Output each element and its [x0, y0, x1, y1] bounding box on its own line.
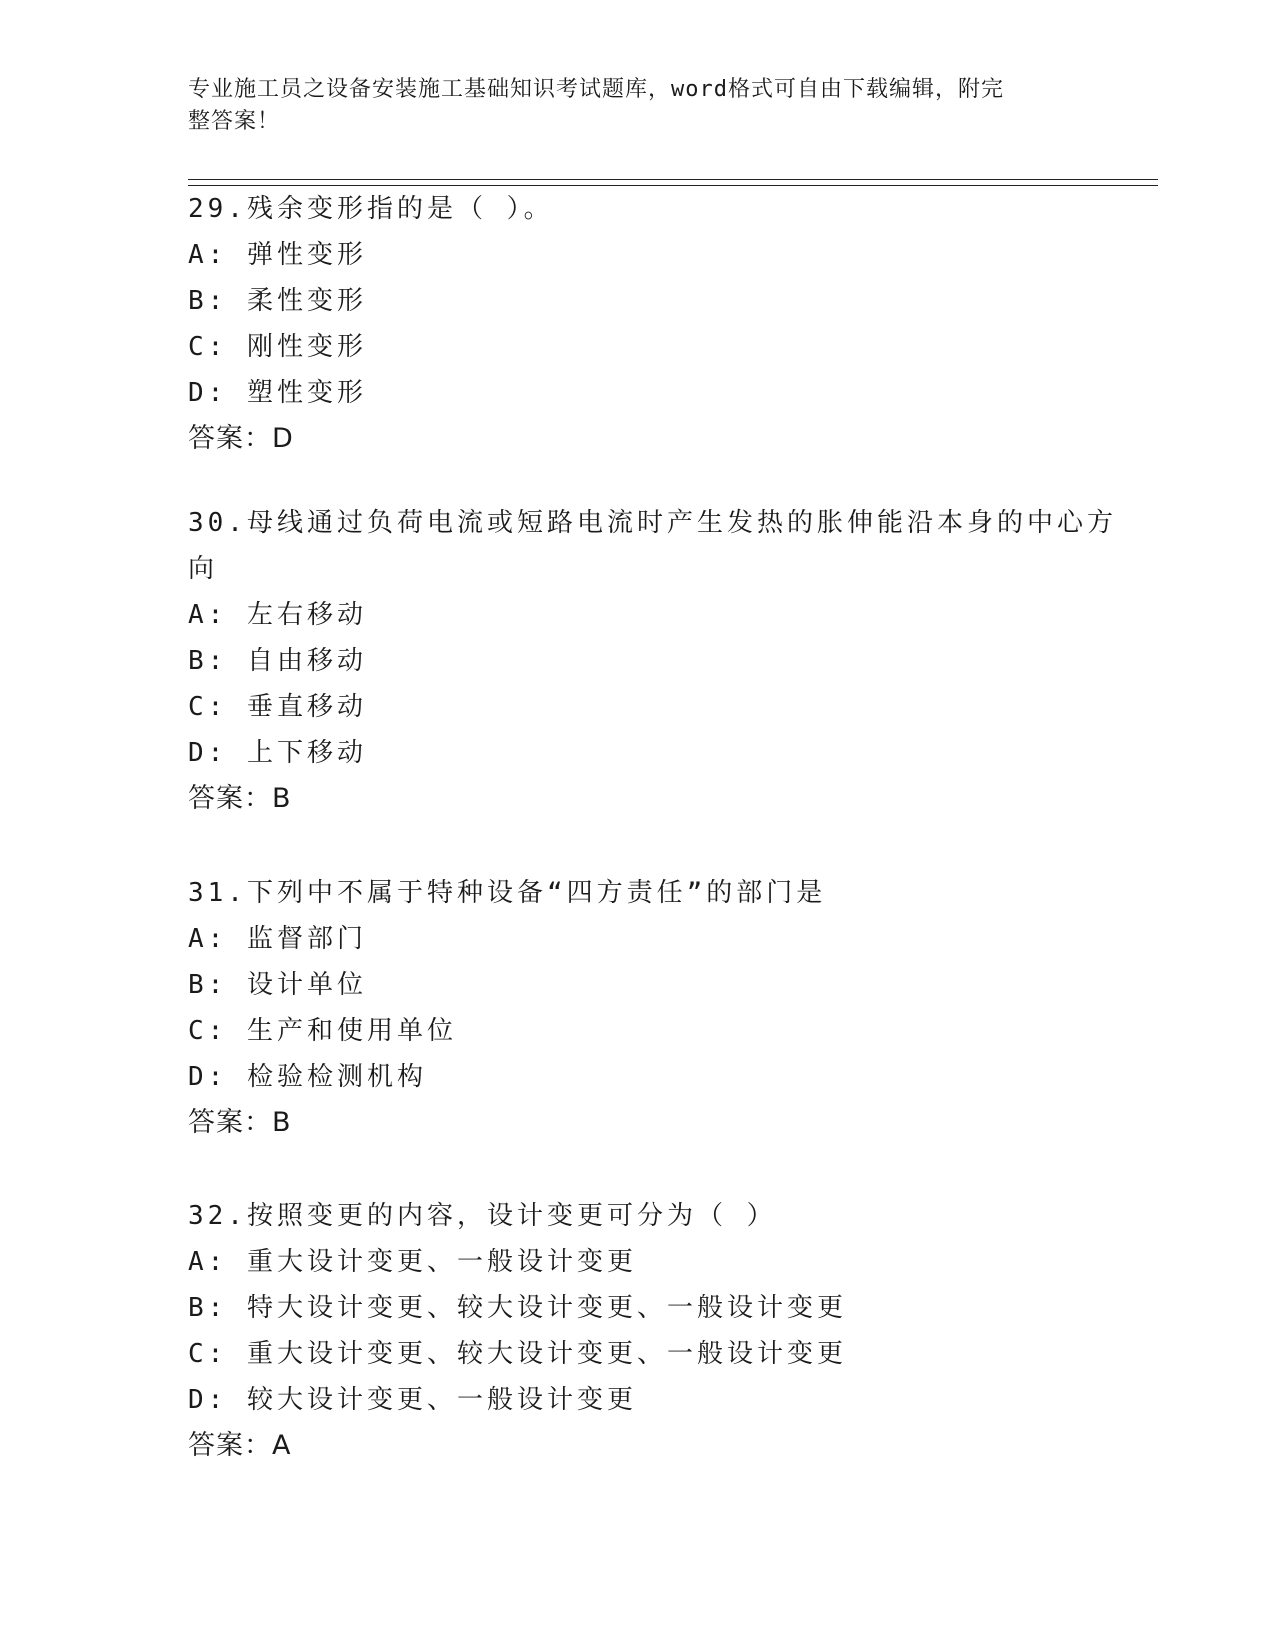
- answer: 答案：B: [188, 783, 292, 814]
- option-d: D: 检验检测机构: [188, 1062, 427, 1092]
- question-29: [188, 186, 1088, 462]
- option-d: D: 上下移动: [188, 738, 367, 768]
- option-b: B: 柔性变形: [188, 286, 367, 316]
- option-b: B: 自由移动: [188, 646, 367, 676]
- option-d: D: 较大设计变更、一般设计变更: [188, 1385, 637, 1415]
- option-c: C: 重大设计变更、较大设计变更、一般设计变更: [188, 1339, 847, 1369]
- question-32: [188, 1193, 1088, 1469]
- answer: 答案：A: [188, 1430, 292, 1461]
- question-stem: 29.残余变形指的是（ ）。: [188, 194, 554, 224]
- option-b: B: 特大设计变更、较大设计变更、一般设计变更: [188, 1293, 847, 1323]
- question-stem-line-1: 30.母线通过负荷电流或短路电流时产生发热的胀伸能沿本身的中心方: [188, 508, 1117, 538]
- option-c: C: 垂直移动: [188, 692, 367, 722]
- option-a: A: 监督部门: [188, 924, 367, 954]
- document-header: [188, 74, 1068, 138]
- question-stem: 31.下列中不属于特种设备“四方责任”的部门是: [188, 878, 827, 908]
- question-stem-line-2: 向: [188, 554, 219, 584]
- option-b: B: 设计单位: [188, 970, 367, 1000]
- option-a: A: 重大设计变更、一般设计变更: [188, 1247, 637, 1277]
- question-stem: 32.按照变更的内容，设计变更可分为（ ）: [188, 1201, 777, 1231]
- option-c: C: 生产和使用单位: [188, 1016, 457, 1046]
- option-a: A: 弹性变形: [188, 240, 367, 270]
- header-divider-top: [188, 179, 1158, 180]
- header-line-1: 专业施工员之设备安装施工基础知识考试题库，word格式可自由下载编辑，附完: [188, 77, 1004, 102]
- answer: 答案：B: [188, 1107, 292, 1138]
- header-line-2: 整答案！: [188, 109, 281, 134]
- question-30: [188, 500, 1117, 822]
- option-c: C: 刚性变形: [188, 332, 367, 362]
- option-a: A: 左右移动: [188, 600, 367, 630]
- option-d: D: 塑性变形: [188, 378, 367, 408]
- question-31: [188, 870, 1088, 1146]
- answer: 答案：D: [188, 423, 294, 454]
